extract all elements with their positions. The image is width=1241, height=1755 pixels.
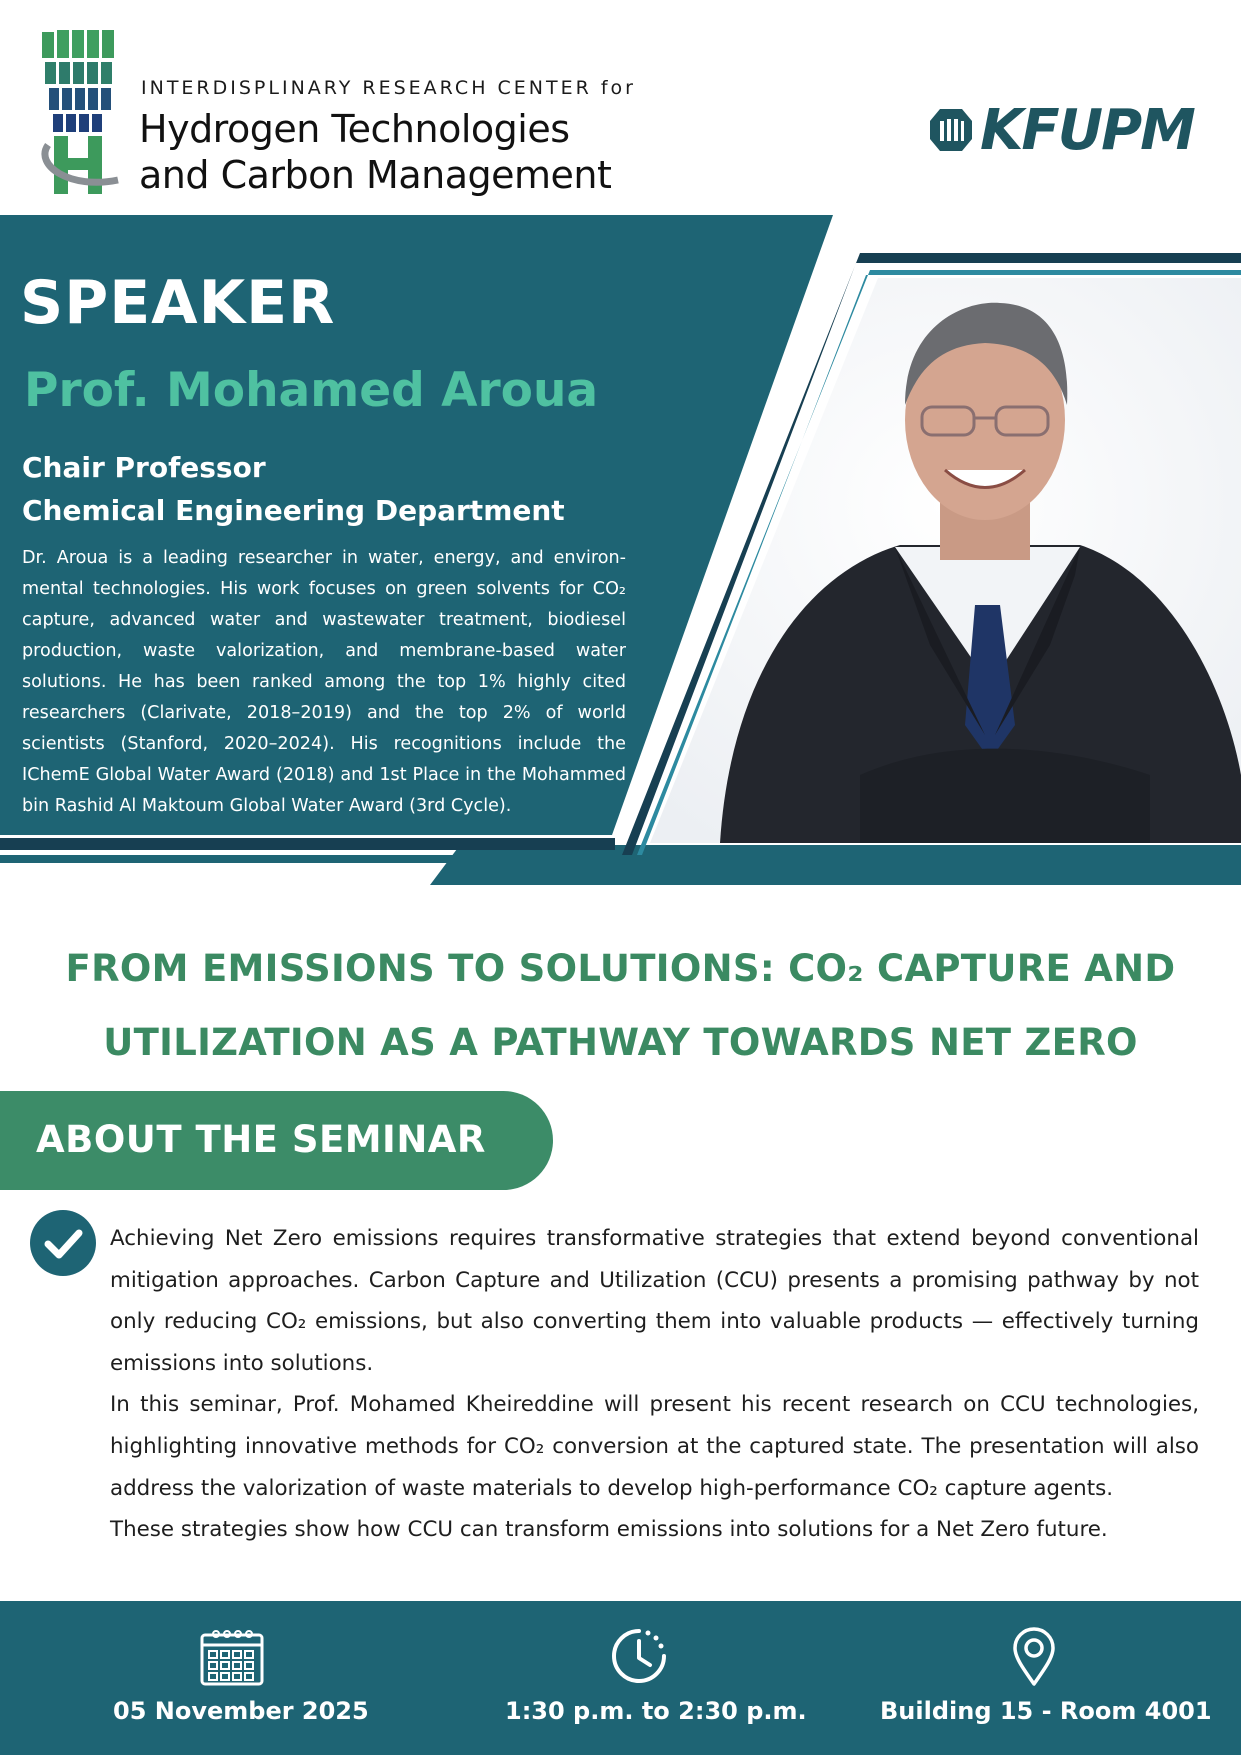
speaker-title: Chair Professor <box>22 451 266 484</box>
kfupm-emblem-icon <box>928 107 974 153</box>
event-time: 1:30 p.m. to 2:30 p.m. <box>505 1697 807 1725</box>
research-center-subtitle: INTERDISPLINARY RESEARCH CENTER for <box>141 77 636 99</box>
event-location: Building 15 - Room 4001 <box>880 1697 1212 1725</box>
speaker-name: Prof. Mohamed Aroua <box>24 363 599 418</box>
about-paragraph-3: These strategies show how CCU can transform emissions into solutions for a Net Zero future. <box>110 1517 1108 1543</box>
research-center-title-line2: and Carbon Management <box>139 153 612 197</box>
speaker-bio: Dr. Aroua is a leading researcher in water, energy, and environmental technologies. His work focuses on green solvents for CO₂ capture, advanced water and wastewater treatment, biodiesel production, waste valorization, and membrane-based water solutions. He has been ranked among the top 1% highly cited researchers (Clarivate, 2018–2019) and the top 2% of world scientists (Stanford, 2020–2024). His recognitions include the IChemE Global Water Award (2018) and 1st Place in the Mohammed bin Rashid Al Maktoum Global Water Award (3rd Cycle). <box>22 548 626 816</box>
seminar-title-line2: UTILIZATION AS A PATHWAY TOWARDS NET ZERO <box>103 1021 1138 1064</box>
checkmark-icon <box>30 1210 96 1276</box>
event-date: 05 November 2025 <box>113 1697 369 1725</box>
kfupm-logo-text: KFUPM <box>980 97 1194 163</box>
research-center-title <box>139 106 611 198</box>
about-body <box>110 1218 1199 1551</box>
about-paragraph-1: Achieving Net Zero emissions requires transformative strategies that extend beyond conventional mitigation approaches. Carbon Capture and Utilization (CCU) presents a promising pathway by not only reducing CO₂ emissions, but also converting them into valuable products — effectively turning emissions into solutions. <box>110 1226 1199 1376</box>
speaker-role <box>22 446 565 532</box>
speaker-department: Chemical Engineering Department <box>22 494 565 527</box>
calendar-icon <box>200 1628 264 1686</box>
clock-icon <box>610 1627 668 1685</box>
kfupm-logo <box>928 97 1194 163</box>
about-paragraph-2: In this seminar, Prof. Mohamed Kheireddine will present his recent research on CCU technologies, highlighting innovative methods for CO₂ conversion at the captured state. The presentation will also address the valorization of waste materials to develop high-performance CO₂ capture agents. <box>110 1392 1199 1501</box>
speaker-heading: SPEAKER <box>20 268 336 338</box>
about-heading: ABOUT THE SEMINAR <box>36 1118 486 1161</box>
location-pin-icon <box>1012 1627 1056 1687</box>
research-center-logo <box>40 30 126 195</box>
seminar-title-line1: FROM EMISSIONS TO SOLUTIONS: CO₂ CAPTURE AND <box>65 947 1176 990</box>
seminar-title <box>20 932 1221 1080</box>
research-center-title-line1: Hydrogen Technologies <box>139 107 570 151</box>
